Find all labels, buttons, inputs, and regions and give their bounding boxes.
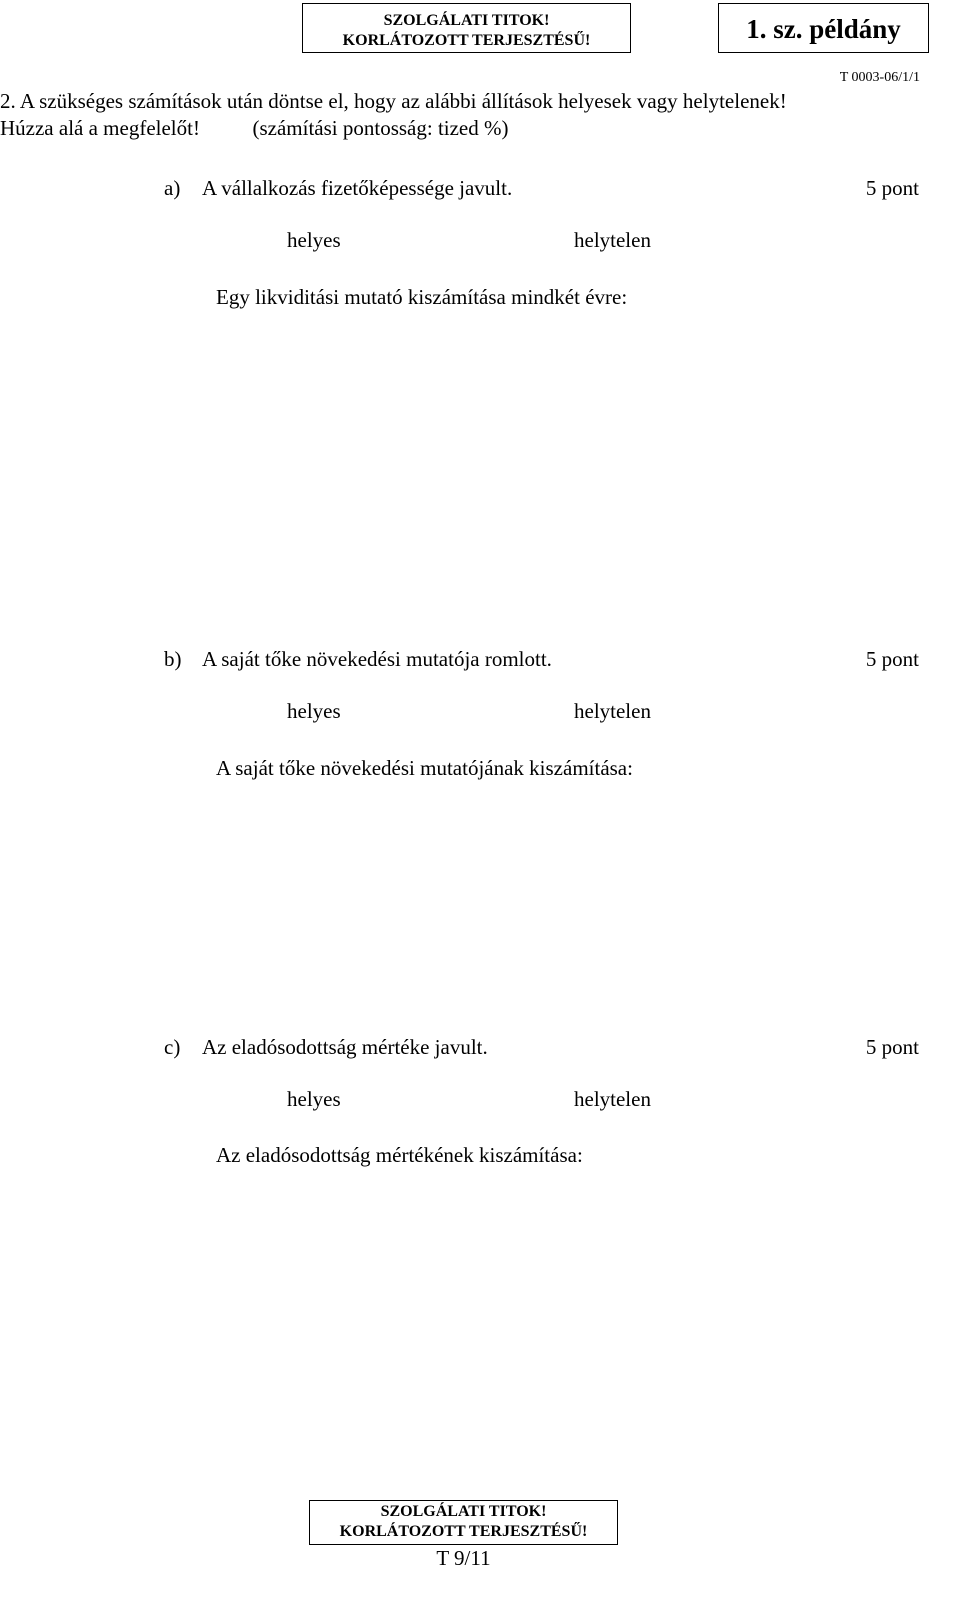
answer-area-c[interactable] — [216, 1180, 916, 1480]
statement-text: A saját tőke növekedési mutatója romlott. — [202, 647, 552, 671]
copy-number-box — [718, 3, 929, 53]
calc-prompt-b: A saját tőke növekedési mutatójának kiszámítása: — [216, 756, 633, 780]
option-helyes-a[interactable]: helyes — [287, 228, 341, 252]
task-instruction-line-2 — [0, 115, 509, 141]
statement-text: A vállalkozás fizetőképessége javult. — [202, 176, 513, 200]
points-a: 5 pont — [865, 176, 919, 200]
option-helyes-c[interactable]: helyes — [287, 1087, 341, 1111]
task-instruction-line-1: 2. A szükséges számítások után döntse el, hogy az alábbi állítások helyesek vagy helytelenek! — [0, 89, 787, 113]
statement-b — [164, 646, 552, 672]
answer-area-b[interactable] — [216, 790, 916, 1015]
points-c: 5 pont — [865, 1035, 919, 1059]
calc-prompt-a: Egy likviditási mutató kiszámítása mindkét évre: — [216, 285, 628, 309]
statement-a — [164, 175, 512, 201]
points-b: 5 pont — [865, 647, 919, 671]
option-helytelen-a[interactable]: helytelen — [574, 228, 651, 252]
document-code: T 0003-06/1/1 — [839, 70, 920, 85]
answer-area-a[interactable] — [216, 320, 916, 620]
classification-line-2: KORLÁTOZOTT TERJESZTÉSŰ! — [342, 32, 591, 49]
statement-text: Az eladósodottság mértéke javult. — [202, 1035, 488, 1059]
footer-classification-line-2: KORLÁTOZOTT TERJESZTÉSŰ! — [339, 1523, 588, 1540]
option-helyes-b[interactable]: helyes — [287, 699, 341, 723]
calc-prompt-c: Az eladósodottság mértékének kiszámítása: — [216, 1143, 583, 1167]
classification-line-1: SZOLGÁLATI TITOK! — [383, 12, 550, 29]
footer-classification-line-1: SZOLGÁLATI TITOK! — [380, 1503, 547, 1520]
precision-note: (számítási pontosság: tized %) — [252, 116, 509, 140]
option-helytelen-b[interactable]: helytelen — [574, 699, 651, 723]
footer-classification-box — [309, 1500, 618, 1545]
page-number: T 9/11 — [436, 1546, 491, 1570]
statement-c — [164, 1034, 488, 1060]
item-letter: a) — [164, 176, 181, 200]
copy-number-label: 1. sz. példány — [746, 14, 901, 44]
option-helytelen-c[interactable]: helytelen — [574, 1087, 651, 1111]
item-letter: c) — [164, 1035, 181, 1059]
underline-instruction: Húzza alá a megfelelőt! — [0, 116, 200, 140]
item-letter: b) — [164, 647, 182, 671]
classification-box — [302, 3, 631, 53]
